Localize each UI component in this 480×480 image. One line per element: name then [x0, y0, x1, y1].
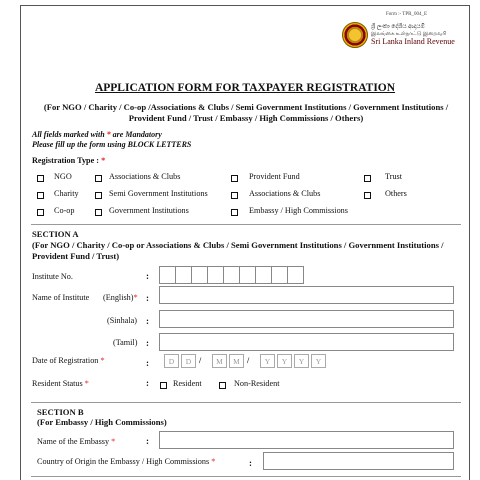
date-colon: : [146, 358, 149, 368]
option-label-semi-government: Semi Government Institutions [109, 189, 208, 198]
institute-no-cell[interactable] [287, 266, 304, 284]
date-year-digit[interactable]: Y [260, 354, 275, 368]
checkbox-associations-clubs-2[interactable] [231, 192, 238, 199]
dept-name-sinhala: ශ්‍රී ලංකා දේශීය ආදායම් [371, 24, 425, 30]
option-label-others: Others [385, 189, 407, 198]
institute-no-cell[interactable] [191, 266, 208, 284]
date-year-digit[interactable]: Y [294, 354, 309, 368]
institute-no-cell[interactable] [255, 266, 272, 284]
option-label-embassy: Embassy / High Commissions [249, 206, 348, 215]
option-label-ngo: NGO [54, 172, 72, 181]
section-a-subheading: (For NGO / Charity / Co-op or Associations & Clubs / Semi Government Institutions / Government Institutions / Provident Fund / Trust) [32, 240, 444, 261]
option-label-provident-fund: Provident Fund [249, 172, 300, 181]
option-label-charity: Charity [54, 189, 79, 198]
checkbox-charity[interactable] [37, 192, 44, 199]
checkbox-trust[interactable] [364, 175, 371, 182]
section-b-heading: SECTION B [37, 407, 84, 417]
non-resident-option-label: Non-Resident [234, 379, 280, 388]
section-a-heading: SECTION A [32, 229, 79, 239]
resident-option-label: Resident [173, 379, 202, 388]
date-day-digit[interactable]: D [181, 354, 196, 368]
date-year-digit[interactable]: Y [311, 354, 326, 368]
divider [31, 402, 461, 403]
institute-name-english-input[interactable] [159, 286, 454, 304]
institute-name-label: Name of Institute [32, 293, 90, 302]
date-label-text: Date of Registration [32, 356, 99, 365]
institute-no-cell[interactable] [175, 266, 192, 284]
option-label-trust: Trust [385, 172, 402, 181]
resident-colon: : [146, 378, 149, 388]
registration-type-text: Registration Type : [32, 156, 100, 165]
checkbox-semi-government[interactable] [95, 192, 102, 199]
mandatory-note [32, 130, 162, 139]
date-slash: / [199, 356, 202, 365]
checkbox-government[interactable] [95, 209, 102, 216]
institute-no-cells[interactable] [159, 266, 303, 284]
option-label-coop: Co-op [54, 206, 75, 215]
block-letters-note: Please fill up the form using BLOCK LETTERS [32, 140, 192, 149]
english-label [103, 293, 138, 302]
checkbox-embassy[interactable] [231, 209, 238, 216]
institute-no-cell[interactable] [159, 266, 176, 284]
institute-no-cell[interactable] [207, 266, 224, 284]
sinhala-colon: : [146, 316, 149, 326]
form-subtitle: (For NGO / Charity / Co-op /Associations & Clubs / Semi Government Institutions / Government Institutions / Provident Fund / Trust / Embassy / High Commissions / Others) [43, 102, 449, 123]
checkbox-ngo[interactable] [37, 175, 44, 182]
option-label-associations-clubs: Associations & Clubs [109, 172, 181, 181]
mandatory-note-prefix: All fields marked with [32, 130, 105, 139]
form-title: APPLICATION FORM FOR TAXPAYER REGISTRATION [94, 82, 396, 94]
checkbox-coop[interactable] [37, 209, 44, 216]
institute-no-colon: : [146, 271, 149, 281]
mandatory-note-suffix: are Mandatory [112, 130, 162, 139]
tamil-colon: : [146, 338, 149, 348]
checkbox-resident[interactable] [160, 382, 167, 389]
date-year-digit[interactable]: Y [277, 354, 292, 368]
dept-name-tamil: இலங்கை உள்நாட்டு இறைவரி [371, 31, 447, 37]
date-slash: / [247, 356, 250, 365]
checkbox-non-resident[interactable] [219, 382, 226, 389]
english-colon: : [146, 293, 149, 303]
form-page [20, 5, 470, 480]
option-label-associations-clubs-2: Associations & Clubs [249, 189, 321, 198]
institute-no-label: Institute No. [32, 272, 73, 281]
institute-no-cell[interactable] [271, 266, 288, 284]
institute-name-tamil-input[interactable] [159, 333, 454, 351]
country-origin-text: Country of Origin the Embassy / High Commissions [37, 457, 210, 466]
checkbox-associations-clubs[interactable] [95, 175, 102, 182]
mandatory-star: * [106, 130, 111, 139]
embassy-name-label [37, 437, 115, 446]
resident-status-text: Resident Status [32, 379, 83, 388]
section-b-subheading: (For Embassy / High Commissions) [37, 417, 167, 427]
country-origin-star: * [211, 457, 216, 466]
tamil-label: (Tamil) [113, 338, 138, 347]
option-label-government: Government Institutions [109, 206, 189, 215]
divider [31, 476, 461, 477]
embassy-name-text: Name of the Embassy [37, 437, 110, 446]
registration-type-label [32, 156, 105, 165]
registration-type-star: * [101, 156, 106, 165]
government-emblem-icon [342, 22, 368, 48]
checkbox-others[interactable] [364, 192, 371, 199]
institute-name-sinhala-input[interactable] [159, 310, 454, 328]
institute-no-cell[interactable] [223, 266, 240, 284]
resident-status-label [32, 379, 89, 388]
country-origin-input[interactable] [263, 452, 454, 470]
form-number: Form :- TPR_004_E [386, 12, 428, 17]
country-origin-colon: : [249, 458, 252, 468]
country-origin-label [37, 457, 215, 466]
resident-star: * [84, 379, 89, 388]
embassy-name-input[interactable] [159, 431, 454, 449]
divider [31, 224, 461, 225]
english-star: * [133, 293, 138, 302]
english-label-text: (English) [103, 293, 134, 302]
date-star: * [100, 356, 105, 365]
institute-no-cell[interactable] [239, 266, 256, 284]
dept-name-english: Sri Lanka Inland Revenue [371, 37, 455, 46]
date-month-digit[interactable]: M [212, 354, 227, 368]
date-month-digit[interactable]: M [229, 354, 244, 368]
date-day-digit[interactable]: D [164, 354, 179, 368]
date-label [32, 356, 105, 365]
checkbox-provident-fund[interactable] [231, 175, 238, 182]
embassy-name-colon: : [146, 436, 149, 446]
sinhala-label: (Sinhala) [107, 316, 138, 325]
embassy-name-star: * [111, 437, 116, 446]
